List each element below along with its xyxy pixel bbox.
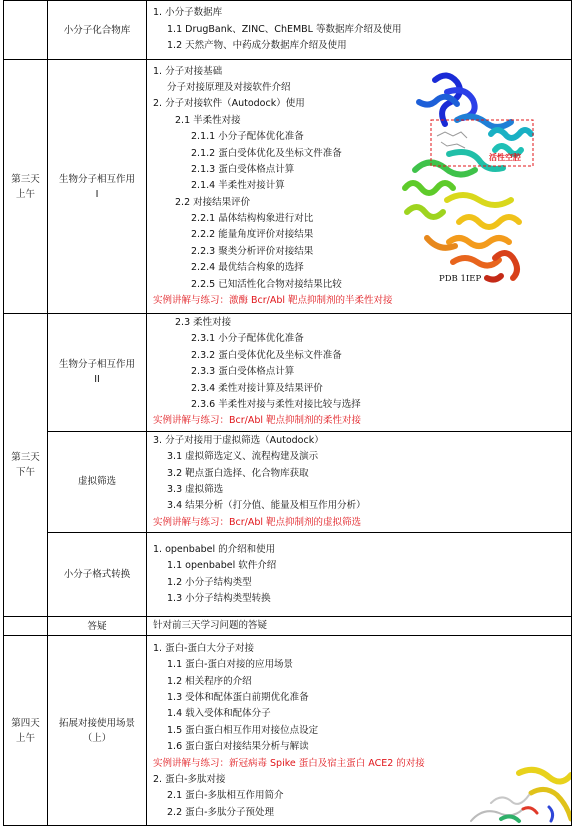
outline-line: 1.1 DrugBank、ZINC、ChEMBL 等数据库介绍及使用 bbox=[167, 23, 402, 35]
content-cell bbox=[147, 636, 572, 826]
topic-cell bbox=[48, 314, 147, 432]
outline-line: 3. 分子对接用于虚拟筛选（Autodock） bbox=[153, 434, 324, 446]
exercise-line: 实例讲解与练习：激酶 Bcr/Abl 靶点抑制剂的半柔性对接 bbox=[153, 295, 393, 307]
outline-line: 1.3 小分子结构类型转换 bbox=[167, 592, 271, 604]
topic-cell bbox=[48, 636, 147, 826]
outline-line: 1.6 蛋白蛋白对接结果分析与解读 bbox=[167, 741, 309, 753]
outline-line: 1.5 蛋白蛋白相互作用对接位点设定 bbox=[167, 724, 319, 736]
day-label: 上午 bbox=[15, 188, 35, 200]
day-label: 第四天 bbox=[11, 717, 40, 729]
schedule-row bbox=[4, 636, 572, 826]
outline-line: 2.2 蛋白-多肽分子预处理 bbox=[167, 806, 275, 818]
day-label: 上午 bbox=[15, 732, 35, 744]
day-label: 下午 bbox=[15, 467, 35, 479]
topic-cell bbox=[48, 60, 147, 314]
outline-line: 1.1 openbabel 软件介绍 bbox=[167, 560, 277, 572]
outline-line: 2.1.4 半柔性对接计算 bbox=[191, 180, 285, 192]
outline-line: 2.2.3 聚类分析评价对接结果 bbox=[191, 245, 314, 257]
outline-line: 1. 小分子数据库 bbox=[153, 7, 223, 19]
topic-cell bbox=[48, 431, 147, 532]
outline-line: 3.4 结果分析（打分值、能量及相互作用分析） bbox=[167, 500, 366, 512]
content-cell bbox=[147, 533, 572, 617]
day-label: 第三天 bbox=[11, 452, 40, 464]
day-cell bbox=[4, 60, 48, 314]
schedule-row bbox=[4, 617, 572, 636]
topic-label: II bbox=[94, 374, 100, 386]
content-cell bbox=[147, 314, 572, 432]
topic-label: 虚拟筛选 bbox=[77, 476, 116, 488]
schedule-row bbox=[4, 533, 572, 617]
outline-line: 3.1 虚拟筛选定义、流程构建及演示 bbox=[167, 451, 319, 463]
exercise-line: 实例讲解与练习：新冠病毒 Spike 蛋白及宿主蛋白 ACE2 的对接 bbox=[153, 757, 425, 769]
pdb-caption: PDB 1IEP bbox=[439, 274, 482, 284]
peptide-complex-image bbox=[431, 763, 571, 825]
outline-line: 2.3.3 蛋白受体格点计算 bbox=[191, 366, 295, 378]
day-cell bbox=[4, 636, 48, 826]
outline-line: 2. 分子对接软件（Autodock）使用 bbox=[153, 98, 305, 110]
topic-label: 小分子化合物库 bbox=[63, 24, 131, 36]
outline-line: 2.1.3 蛋白受体格点计算 bbox=[191, 163, 295, 175]
day-cell bbox=[4, 1, 48, 60]
outline-line: 2.2.4 最优结合构象的选择 bbox=[191, 262, 304, 274]
outline-line: 1.1 蛋白-蛋白对接的应用场景 bbox=[167, 659, 294, 671]
content-cell bbox=[147, 1, 572, 60]
topic-label: （上） bbox=[82, 732, 112, 744]
outline-line: 2.1 蛋白-多肽相互作用简介 bbox=[167, 790, 284, 802]
course-schedule-table bbox=[3, 0, 572, 826]
protein-ribbon-image bbox=[387, 62, 537, 284]
schedule-row bbox=[4, 431, 572, 532]
outline-line: 2.2.1 晶体结构构象进行对比 bbox=[191, 213, 314, 225]
outline-line: 2.3.1 小分子配体优化准备 bbox=[191, 333, 304, 345]
outline-line: 2.3.6 半柔性对接与柔性对接比较与选择 bbox=[191, 398, 361, 410]
outline-line: 1.2 小分子结构类型 bbox=[167, 576, 252, 588]
outline-line: 3.2 靶点蛋白选择、化合物库获取 bbox=[167, 467, 309, 479]
outline-line: 2.2 对接结果评价 bbox=[175, 196, 251, 208]
outline-line: 2. 蛋白-多肽对接 bbox=[153, 773, 226, 785]
outline-line: 3.3 虚拟筛选 bbox=[167, 483, 224, 495]
outline-line: 1.2 相关程序的介绍 bbox=[167, 675, 252, 687]
outline-line: 1. 分子对接基础 bbox=[153, 65, 223, 77]
day-label: 第三天 bbox=[11, 173, 40, 185]
outline-line: 2.3.2 蛋白受体优化及坐标文件准备 bbox=[191, 349, 342, 361]
protein-structure-figure bbox=[387, 62, 537, 292]
topic-label: 生物分子相互作用 bbox=[58, 359, 135, 371]
day-cell bbox=[4, 314, 48, 617]
outline-line: 1. 蛋白-蛋白大分子对接 bbox=[153, 642, 255, 654]
content-cell bbox=[147, 60, 572, 314]
schedule-row bbox=[4, 314, 572, 432]
content-cell bbox=[147, 617, 572, 636]
schedule-row bbox=[4, 60, 572, 314]
topic-label: 小分子格式转换 bbox=[63, 569, 131, 581]
outline-line: 2.2.2 能量角度评价对接结果 bbox=[191, 229, 314, 241]
topic-cell bbox=[48, 617, 147, 636]
day-cell bbox=[4, 617, 48, 636]
topic-cell bbox=[48, 533, 147, 617]
outline-line: 1. openbabel 的介绍和使用 bbox=[153, 543, 276, 555]
active-pocket-label: 活性空腔 bbox=[489, 153, 521, 162]
outline-line: 2.3 柔性对接 bbox=[175, 317, 232, 328]
outline-line: 2.2.5 已知活性化合物对接结果比较 bbox=[191, 278, 342, 290]
outline-line: 2.3.4 柔性对接计算及结果评价 bbox=[191, 382, 323, 394]
outline-line: 1.3 受体和配体蛋白前期优化准备 bbox=[167, 691, 309, 703]
topic-label: I bbox=[95, 188, 99, 200]
schedule-row bbox=[4, 1, 572, 60]
outline-line: 1.4 载入受体和配体分子 bbox=[167, 708, 271, 720]
outline-line: 针对前三天学习问题的答疑 bbox=[153, 620, 268, 632]
outline-line: 2.1.1 小分子配体优化准备 bbox=[191, 131, 304, 143]
content-cell bbox=[147, 431, 572, 532]
topic-label: 生物分子相互作用 bbox=[58, 173, 135, 185]
topic-label: 拓展对接使用场景 bbox=[58, 717, 135, 729]
exercise-line: 实例讲解与练习：Bcr/Abl 靶点抑制剂的虚拟筛选 bbox=[153, 516, 362, 528]
topic-label: 答疑 bbox=[87, 620, 107, 632]
outline-line: 2.1.2 蛋白受体优化及坐标文件准备 bbox=[191, 147, 342, 159]
outline-line: 1.2 天然产物、中药成分数据库介绍及使用 bbox=[167, 40, 347, 52]
topic-cell bbox=[48, 1, 147, 60]
exercise-line: 实例讲解与练习：Bcr/Abl 靶点抑制剂的柔性对接 bbox=[153, 415, 362, 427]
outline-line: 分子对接原理及对接软件介绍 bbox=[167, 81, 291, 93]
outline-line: 2.1 半柔性对接 bbox=[175, 114, 241, 126]
